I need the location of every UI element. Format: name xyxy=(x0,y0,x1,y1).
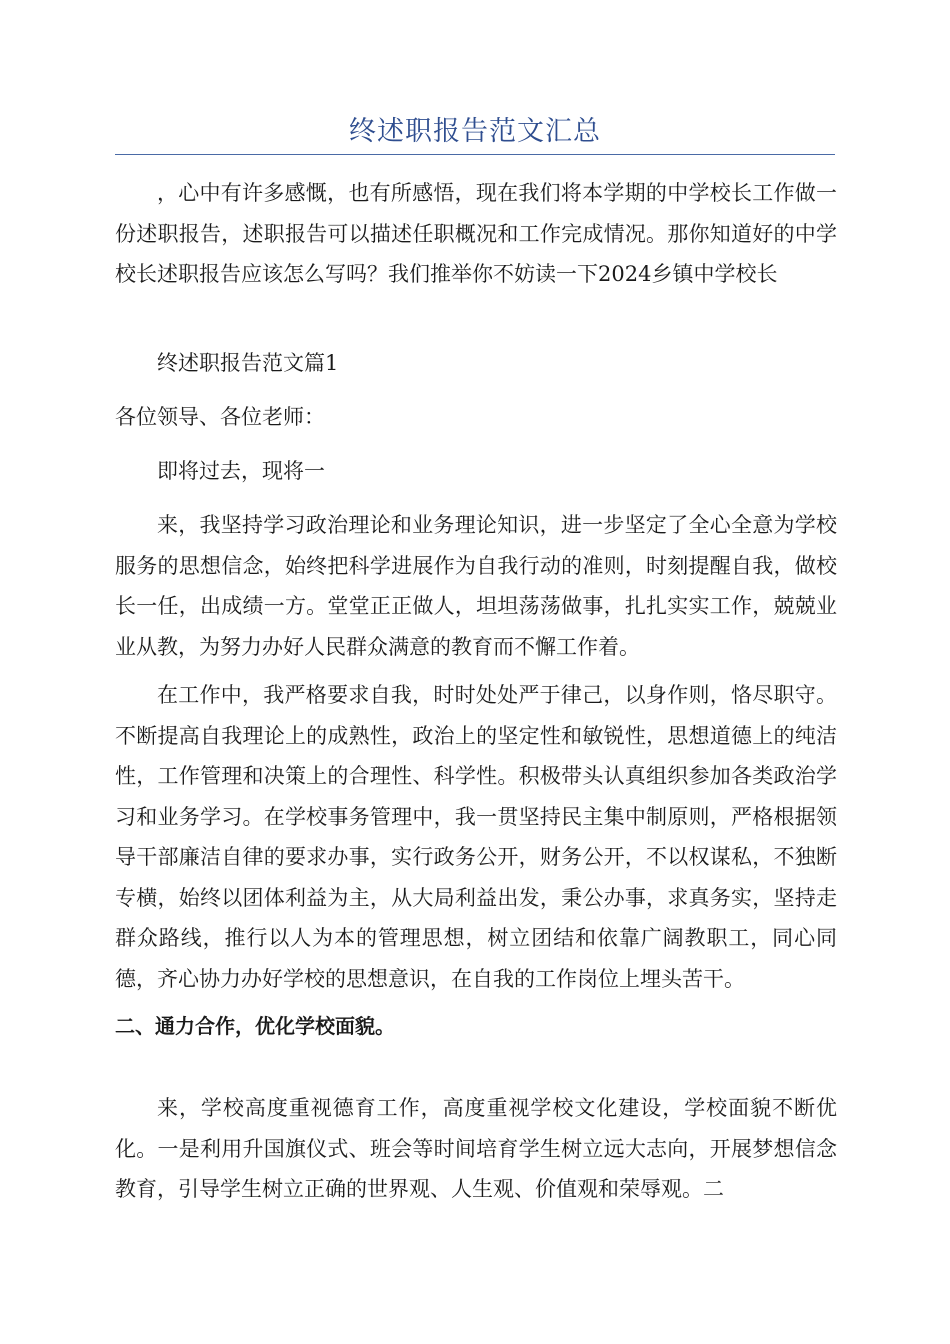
section-heading: 终述职报告范文篇1 xyxy=(157,351,339,375)
body-paragraph: 来，我坚持学习政治理论和业务理论知识，进一步坚定了全心全意为学校服务的思想信念，始终把科学进展作为自我行动的准则，时刻提醒自我，做校长一任，出成绩一方。堂堂正正做人，坦坦荡荡做事，扎扎实实工作，兢兢业业从教，为努力办好人民群众满意的教育而不懈工作着。 xyxy=(115,513,837,659)
body-paragraph: 即将过去，现将一 xyxy=(157,459,325,483)
body-paragraph: 在工作中，我严格要求自我，时时处处严于律己，以身作则，恪尽职守。不断提高自我理论上的成熟性，政治上的坚定性和敏锐性，思想道德上的纯洁性，工作管理和决策上的合理性、科学性。积极带头认真组织参加各类政治学习和业务学习。在学校事务管理中，我一贯坚持民主集中制原则，严格根据领导干部廉洁自律的要求办事，实行政务公开，财务公开，不以权谋私，不独断专横，始终以团体利益为主，从大局利益出发，秉公办事，求真务实，坚持走群众路线，推行以人为本的管理思想，树立团结和依靠广阔教职工，同心同德，齐心协力办好学校的思想意识，在自我的工作岗位上埋头苦干。 xyxy=(115,683,837,991)
intro-paragraph: ，心中有许多感慨，也有所感悟，现在我们将本学期的中学校长工作做一份述职报告，述职报告可以描述任职概况和工作完成情况。那你知道好的中学校长述职报告应该怎么写吗？我们推举你不妨读一下2024乡镇中学校长 xyxy=(115,181,837,286)
title-underline xyxy=(115,154,835,155)
salutation: 各位领导、各位老师： xyxy=(115,405,325,429)
subsection-heading: 二、通力合作，优化学校面貌。 xyxy=(115,1014,395,1038)
document-title: 终述职报告范文汇总 xyxy=(349,116,601,147)
body-paragraph: 来，学校高度重视德育工作，高度重视学校文化建设，学校面貌不断优化。一是利用升国旗仪式、班会等时间培育学生树立远大志向，开展梦想信念教育，引导学生树立正确的世界观、人生观、价值观和荣辱观。二 xyxy=(115,1096,837,1201)
